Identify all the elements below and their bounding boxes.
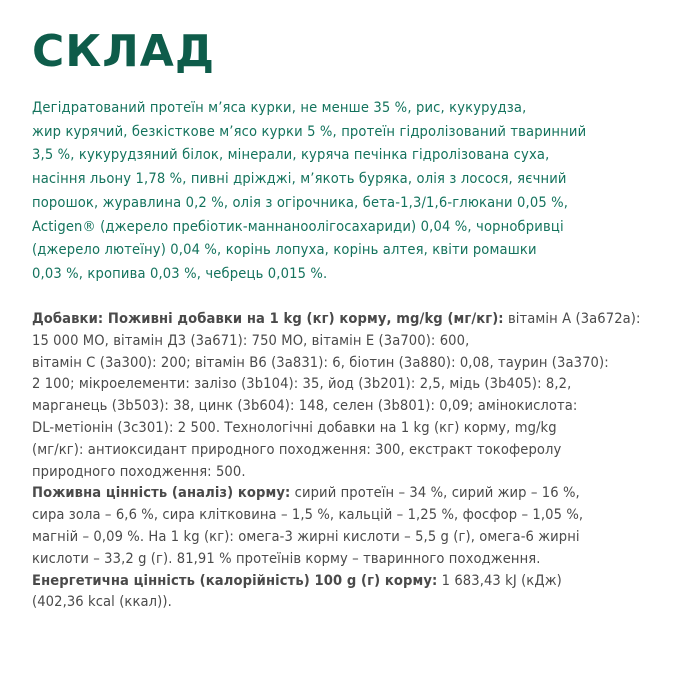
details-text: 15 000 МО, вітамін Д3 (3a671): 750 МО, вітамін Е (3a700): 600, <box>32 331 470 349</box>
details-line <box>32 417 678 439</box>
ingredients-line: Actigen® (джерело пребіотик-маннаноолігосахариди) 0,04 %, чорнобривці <box>32 217 564 235</box>
details-text: (мг/кг): антиоксидант природного походження: 300, екстракт токоферолу <box>32 440 562 458</box>
details-line <box>32 548 678 570</box>
details-text: 1 683,43 kJ (кДж) <box>437 571 562 589</box>
ingredients-paragraph <box>32 96 678 286</box>
details-line <box>32 526 678 548</box>
ingredients-line: 3,5 %, кукурудзяний білок, мінерали, куряча печінка гідролізована суха, <box>32 146 550 164</box>
details-text: марганець (3b503): 38, цинк (3b604): 148, селен (3b801): 0,09; амінокислота: <box>32 397 578 415</box>
details-line <box>32 352 678 374</box>
details-text: 2 100; мікроелементи: залізо (3b104): 35, йод (3b201): 2,5, мідь (3b405): 8,2, <box>32 375 572 393</box>
ingredients-line: насіння льону 1,78 %, пивні дріжджі, м’якоть буряка, олія з лосося, яєчний <box>32 170 567 188</box>
ingredients-line: Дегідратований протеїн м’яса курки, не менше 35 %, рис, кукурудза, <box>32 99 527 116</box>
ingredients-line: (джерело лютеїну) 0,04 %, корінь лопуха, корінь алтея, квіти ромашки <box>32 241 537 259</box>
ingredients-line: жир курячий, безкісткове м’ясо курки 5 %, протеїн гідролізований тваринний <box>32 122 587 140</box>
details-text: сира зола – 6,6 %, сира клітковина – 1,5 %, кальцій – 1,25 %, фосфор – 1,05 %, <box>32 506 584 524</box>
nutritional-value-heading: Поживна цінність (аналіз) корму: <box>32 484 291 502</box>
details-line <box>32 570 678 592</box>
details-text: (402,36 kcal (ккал)). <box>32 593 172 611</box>
nutrition-details <box>32 308 678 613</box>
ingredients-line: 0,03 %, кропива 0,03 %, чебрець 0,015 %. <box>32 264 328 282</box>
details-text: магній – 0,09 %. На 1 kg (кг): омега-3 жирні кислоти – 5,5 g (г), омега-6 жирні <box>32 527 580 545</box>
details-line <box>32 439 678 461</box>
details-line <box>32 461 678 483</box>
details-line <box>32 504 678 526</box>
details-text: кислоти – 33,2 g (г). 81,91 % протеїнів корму – тваринного походження. <box>32 549 541 567</box>
details-text: природного походження: 500. <box>32 462 246 480</box>
details-line <box>32 591 678 613</box>
details-line <box>32 373 678 395</box>
details-line <box>32 308 678 330</box>
details-text: вітамін С (3a300): 200; вітамін В6 (3a831): 6, біотин (3a880): 0,08, таурин (3a370): <box>32 353 609 371</box>
details-line <box>32 482 678 504</box>
details-line <box>32 330 678 352</box>
additives-heading: Добавки: Поживні добавки на 1 kg (кг) корму, mg/kg (мг/кг): <box>32 310 504 327</box>
details-text: сирий протеїн – 34 %, сирий жир – 16 %, <box>290 484 580 502</box>
ingredients-line: порошок, журавлина 0,2 %, олія з огірочника, бета-1,3/1,6-глюкани 0,05 %, <box>32 193 569 211</box>
energy-value-heading: Енергетична цінність (калорійність) 100 g (г) корму: <box>32 571 438 589</box>
page-title: СКЛАД <box>32 26 216 77</box>
details-line <box>32 395 678 417</box>
details-text: DL-метіонін (3c301): 2 500. Технологічні добавки на 1 kg (кг) корму, mg/kg <box>32 418 557 436</box>
details-text: вітамін А (3a672a): <box>503 310 641 327</box>
